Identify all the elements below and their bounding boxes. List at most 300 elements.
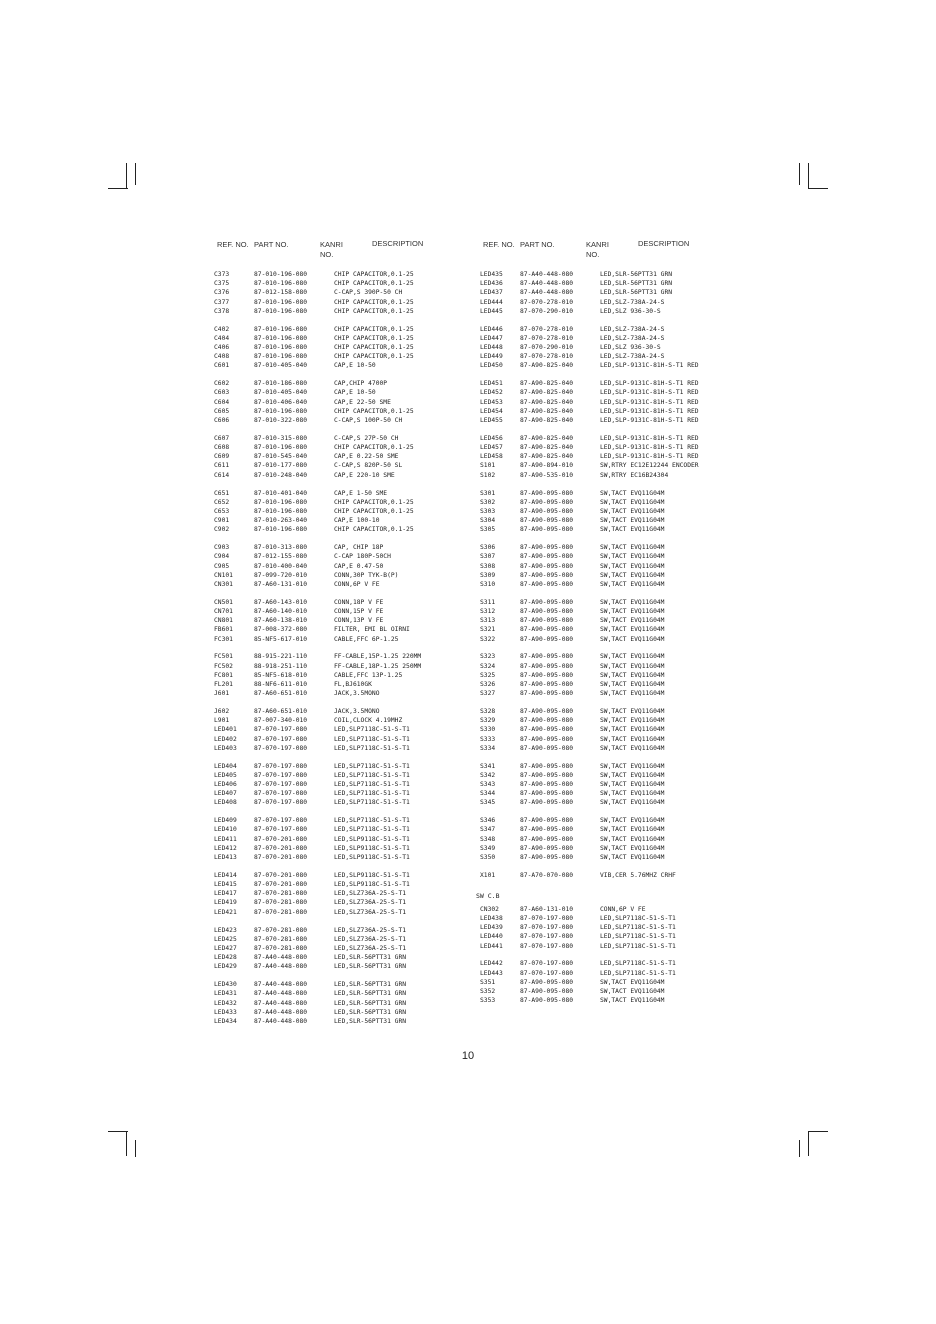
description-cell: LED,SLP-9131C-81H-S-T1 RED (600, 417, 699, 424)
table-row (214, 352, 464, 361)
table-row (480, 969, 730, 978)
description-cell: LED,SLR-56PTT31 GRN (334, 1017, 407, 1025)
ref-no-cell: CN101 (214, 571, 233, 579)
part-no-cell: 87-A60-140-010 (254, 607, 308, 615)
table-row (214, 598, 464, 607)
ref-no-cell: C378 (214, 307, 230, 315)
description-cell: FF-CABLE,18P-1.25 250MM (334, 662, 422, 670)
part-no-cell: 87-A90-095-080 (520, 526, 574, 534)
section-title: SW C.B (476, 891, 500, 900)
header-description: DESCRIPTION (638, 239, 690, 248)
ref-no-cell: FC301 (214, 635, 233, 643)
ref-no-cell: C377 (214, 298, 230, 306)
ref-no-cell: C605 (214, 407, 230, 415)
description-cell: LED,SLP9118C-51-S-T1 (334, 881, 410, 889)
description-cell: LED,SLP7118C-51-S-T1 (334, 726, 410, 734)
table-row (480, 379, 730, 388)
description-cell: SW,TACT EVQ11G04M (600, 626, 665, 634)
description-cell: LED,SLP7118C-51-S-T1 (600, 969, 676, 977)
table-row (480, 798, 730, 807)
ref-no-cell: CN801 (214, 617, 233, 625)
part-no-cell: 87-010-196-080 (254, 498, 308, 506)
table-row (480, 552, 730, 561)
ref-no-cell: S345 (480, 799, 496, 807)
description-cell: LED,SLZ 936-30-S (600, 307, 661, 315)
part-no-cell: 87-008-372-080 (254, 626, 308, 634)
table-row (480, 689, 730, 698)
description-cell: LED,SLZ-738A-24-S (600, 334, 665, 342)
part-no-cell: 87-A60-138-010 (254, 617, 308, 625)
ref-no-cell: C905 (214, 562, 230, 570)
ref-no-cell: S321 (480, 626, 496, 634)
table-row (480, 434, 730, 443)
table-row (214, 871, 464, 880)
description-cell: CHIP CAPACITOR,0.1-25 (334, 334, 414, 342)
ref-no-cell: LED415 (214, 881, 237, 889)
table-row (480, 978, 730, 987)
ref-no-cell: S325 (480, 671, 496, 679)
ref-no-cell: S323 (480, 653, 496, 661)
table-row (480, 334, 730, 343)
table-row (214, 825, 464, 834)
ref-no-cell: CN501 (214, 598, 233, 606)
ref-no-cell: LED439 (480, 924, 503, 932)
table-row (214, 689, 464, 698)
ref-no-cell: LED429 (214, 963, 237, 971)
ref-no-cell: C611 (214, 462, 230, 470)
ref-no-cell: CN701 (214, 607, 233, 615)
parts-table-body (480, 905, 730, 1006)
ref-no-cell: LED434 (214, 1017, 237, 1025)
description-cell: LED,SLP7118C-51-S-T1 (334, 735, 410, 743)
part-no-cell: 87-010-196-080 (254, 407, 308, 415)
description-cell: SW,TACT EVQ11G04M (600, 571, 665, 579)
table-row (480, 270, 730, 279)
part-no-cell: 87-A90-825-040 (520, 434, 574, 442)
ref-no-cell: LED444 (480, 298, 503, 306)
part-no-cell: 87-010-196-080 (254, 325, 308, 333)
part-no-cell: 87-070-201-080 (254, 881, 308, 889)
table-row (480, 452, 730, 461)
table-row (480, 871, 730, 880)
part-no-cell: 87-A90-095-080 (520, 781, 574, 788)
description-cell: CAP,E 22-50 SME (334, 398, 391, 406)
description-cell: SW,TACT EVQ11G04M (600, 854, 665, 861)
description-cell: SW,TACT EVQ11G04M (600, 844, 665, 852)
description-cell: LED,SLZ736A-25-S-T1 (334, 890, 407, 898)
description-cell: C-CAP,S 820P-50 SL (334, 462, 403, 470)
ref-no-cell: L901 (214, 717, 230, 725)
ref-no-cell: LED423 (214, 926, 237, 934)
description-cell: SW,TACT EVQ11G04M (600, 680, 665, 688)
ref-no-cell: LED452 (480, 389, 503, 397)
description-cell: LED,SLR-56PTT31 GRN (334, 1008, 407, 1016)
ref-no-cell: C606 (214, 417, 230, 424)
description-cell: CHIP CAPACITOR,0.1-25 (334, 298, 414, 306)
part-no-cell: 87-A90-095-080 (520, 978, 574, 986)
description-cell: LED,SLP7118C-51-S-T1 (334, 817, 410, 825)
table-row (480, 996, 730, 1005)
row-group (480, 707, 730, 753)
description-cell: LED,SLR-56PTT31 GRN (334, 954, 407, 962)
table-row (214, 735, 464, 744)
table-row (480, 942, 730, 951)
ref-no-cell: FL201 (214, 680, 233, 688)
part-no-cell: 87-099-720-010 (254, 571, 308, 579)
table-row (480, 443, 730, 452)
description-cell: LED,SLP-9131C-81H-S-T1 RED (600, 444, 699, 452)
description-cell: CONN,13P V FE (334, 617, 384, 625)
table-row (480, 835, 730, 844)
part-no-cell: 87-010-196-080 (254, 353, 308, 361)
ref-no-cell: LED425 (214, 935, 237, 943)
table-row (214, 707, 464, 716)
description-cell: LED,SLR-56PTT31 GRN (600, 289, 673, 297)
ref-no-cell: S329 (480, 717, 496, 725)
part-no-cell: 87-A60-143-010 (254, 598, 308, 606)
part-no-cell: 87-010-248-040 (254, 471, 308, 479)
ref-no-cell: S333 (480, 735, 496, 743)
ref-no-cell: LED449 (480, 353, 503, 361)
part-no-cell: 87-A90-095-080 (520, 507, 574, 515)
ref-no-cell: C607 (214, 434, 230, 442)
ref-no-cell: S310 (480, 580, 496, 588)
ref-no-cell: C903 (214, 544, 230, 552)
part-no-cell: 87-A90-095-080 (520, 790, 574, 798)
part-no-cell: 87-A90-825-040 (520, 417, 574, 424)
table-row (214, 853, 464, 862)
part-no-cell: 87-070-290-010 (520, 344, 574, 351)
description-cell: CHIP CAPACITOR,0.1-25 (334, 407, 414, 415)
ref-no-cell: S102 (480, 471, 496, 479)
table-row (214, 816, 464, 825)
description-cell: LED,SLP-9131C-81H-S-T1 RED (600, 398, 699, 406)
description-cell: LED,SLZ736A-25-S-T1 (334, 944, 407, 952)
description-cell: LED,SLR-56PTT31 GRN (334, 999, 407, 1007)
table-row (214, 334, 464, 343)
part-no-cell: 87-070-290-010 (520, 307, 574, 315)
ref-no-cell: LED454 (480, 407, 503, 415)
part-no-cell: 87-A90-095-080 (520, 517, 574, 525)
ref-no-cell: FC501 (214, 653, 233, 661)
part-no-cell: 87-A90-095-080 (520, 987, 574, 995)
ref-no-cell: LED410 (214, 826, 237, 834)
ref-no-cell: CN302 (480, 905, 499, 913)
ref-no-cell: LED436 (480, 280, 503, 288)
ref-no-cell: X101 (480, 871, 496, 879)
table-row (480, 325, 730, 334)
ref-no-cell: C651 (214, 489, 230, 497)
table-row (480, 580, 730, 589)
part-no-cell: 87-A90-095-080 (520, 799, 574, 807)
table-row (214, 999, 464, 1008)
part-no-cell: 87-A40-448-080 (254, 1008, 308, 1016)
table-row (214, 944, 464, 953)
row-group (214, 707, 464, 753)
part-no-cell: 87-A40-448-080 (254, 1017, 308, 1025)
description-cell: LED,SLP7118C-51-S-T1 (600, 942, 676, 950)
description-cell: CHIP CAPACITOR,0.1-25 (334, 280, 414, 288)
part-no-cell: 87-070-197-080 (520, 933, 574, 941)
table-row (480, 932, 730, 941)
description-cell: SW,TACT EVQ11G04M (600, 507, 665, 515)
table-row (480, 725, 730, 734)
ref-no-cell: S301 (480, 489, 496, 497)
description-cell: CONN,30P TYK-B(P) (334, 571, 399, 579)
table-row (214, 771, 464, 780)
part-no-cell: 87-A40-448-080 (254, 999, 308, 1007)
table-row (480, 780, 730, 789)
description-cell: LED,SLP-9131C-81H-S-T1 RED (600, 362, 699, 370)
ref-no-cell: LED408 (214, 799, 237, 807)
ref-no-cell: LED428 (214, 954, 237, 962)
ref-no-cell: LED446 (480, 325, 503, 333)
description-cell: SW,TACT EVQ11G04M (600, 726, 665, 734)
description-cell: CAP,E 10-50 (334, 362, 376, 370)
description-cell: FF-CABLE,15P-1.25 220MM (334, 653, 422, 661)
part-no-cell: 87-010-196-080 (254, 334, 308, 342)
part-no-cell: 87-010-322-080 (254, 417, 308, 424)
table-row (214, 498, 464, 507)
part-no-cell: 87-070-197-080 (520, 969, 574, 977)
part-no-cell: 87-070-278-010 (520, 334, 574, 342)
table-row (214, 452, 464, 461)
part-no-cell: 87-010-196-080 (254, 280, 308, 288)
parts-table-body (480, 270, 730, 880)
description-cell: SW,TACT EVQ11G04M (600, 717, 665, 725)
ref-no-cell: C604 (214, 398, 230, 406)
ref-no-cell: LED413 (214, 854, 237, 861)
description-cell: LED,SLZ-738A-24-S (600, 298, 665, 306)
table-row (480, 607, 730, 616)
part-no-cell: 87-070-197-080 (254, 826, 308, 834)
ref-no-cell: C609 (214, 453, 230, 461)
ref-no-cell: S322 (480, 635, 496, 643)
description-cell: SW,TACT EVQ11G04M (600, 817, 665, 825)
table-row (214, 307, 464, 316)
part-no-cell: 87-A90-894-010 (520, 462, 574, 470)
part-no-cell: 87-A90-825-040 (520, 380, 574, 388)
table-row (214, 379, 464, 388)
part-no-cell: 87-010-405-040 (254, 362, 308, 370)
table-row (480, 923, 730, 932)
ref-no-cell: FC502 (214, 662, 233, 670)
part-no-cell: 87-012-155-080 (254, 553, 308, 561)
description-cell: CAP,E 0.47-50 (334, 562, 384, 570)
part-no-cell: 85-NF5-617-010 (254, 635, 308, 643)
part-no-cell: 87-070-197-080 (254, 735, 308, 743)
ref-no-cell: S309 (480, 571, 496, 579)
row-group (480, 816, 730, 862)
description-cell: VIB,CER 5.76MHZ CRHF (600, 871, 676, 879)
ref-no-cell: LED431 (214, 990, 237, 998)
row-group (480, 325, 730, 371)
part-no-cell: 87-A90-095-080 (520, 762, 574, 770)
description-cell: SW,TACT EVQ11G04M (600, 635, 665, 643)
part-no-cell: 87-A90-095-080 (520, 717, 574, 725)
row-group (214, 762, 464, 808)
table-row (214, 279, 464, 288)
part-no-cell: 87-A90-095-080 (520, 997, 574, 1005)
ref-no-cell: FB601 (214, 626, 233, 634)
ref-no-cell: C375 (214, 280, 230, 288)
description-cell: JACK,3.5MONO (334, 708, 380, 715)
ref-no-cell: S304 (480, 517, 496, 525)
part-no-cell: 87-A90-095-080 (520, 708, 574, 715)
ref-no-cell: LED427 (214, 944, 237, 952)
part-no-cell: 87-010-196-080 (254, 271, 308, 278)
table-row (214, 580, 464, 589)
description-cell: LED,SLP7118C-51-S-T1 (334, 826, 410, 834)
ref-no-cell: C601 (214, 362, 230, 370)
ref-no-cell: LED421 (214, 908, 237, 916)
part-no-cell: 87-A90-825-040 (520, 362, 574, 370)
table-row (480, 987, 730, 996)
ref-no-cell: S344 (480, 790, 496, 798)
description-cell: LED,SLZ736A-25-S-T1 (334, 935, 407, 943)
table-row (214, 562, 464, 571)
description-cell: LED,SLR-56PTT31 GRN (600, 271, 673, 278)
table-row (480, 543, 730, 552)
part-no-cell: 87-A90-095-080 (520, 607, 574, 615)
description-cell: SW,TACT EVQ11G04M (600, 598, 665, 606)
table-row (214, 716, 464, 725)
ref-no-cell: S352 (480, 987, 496, 995)
description-cell: SW,TACT EVQ11G04M (600, 781, 665, 788)
part-no-cell: 87-A90-095-080 (520, 562, 574, 570)
description-cell: CAP,E 100-10 (334, 517, 380, 525)
description-cell: CAP,E 1-50 SME (334, 489, 388, 497)
ref-no-cell: S303 (480, 507, 496, 515)
ref-no-cell: S334 (480, 744, 496, 752)
table-row (480, 416, 730, 425)
part-no-cell: 87-007-340-010 (254, 717, 308, 725)
part-no-cell: 87-070-197-080 (254, 726, 308, 734)
table-row (214, 908, 464, 917)
table-row (214, 343, 464, 352)
description-cell: CHIP CAPACITOR,0.1-25 (334, 307, 414, 315)
table-row (214, 625, 464, 634)
ref-no-cell: C901 (214, 517, 230, 525)
part-no-cell: 87-070-278-010 (520, 325, 574, 333)
table-row (480, 407, 730, 416)
description-cell: LED,SLP-9131C-81H-S-T1 RED (600, 389, 699, 397)
header-kanri-no: KANRI NO. (586, 240, 609, 259)
part-no-cell: 87-010-315-080 (254, 434, 308, 442)
ref-no-cell: LED411 (214, 835, 237, 843)
description-cell: LED,SLP-9131C-81H-S-T1 RED (600, 380, 699, 388)
ref-no-cell: J601 (214, 690, 230, 698)
table-row (480, 516, 730, 525)
description-cell: C-CAP 180P-50CH (334, 553, 391, 561)
ref-no-cell: C653 (214, 507, 230, 515)
part-no-cell: 87-A90-095-080 (520, 626, 574, 634)
part-no-cell: 87-070-281-080 (254, 899, 308, 907)
ref-no-cell: FC801 (214, 671, 233, 679)
part-no-cell: 87-A40-448-080 (520, 289, 574, 297)
part-no-cell: 87-010-406-040 (254, 398, 308, 406)
row-group (214, 980, 464, 1026)
part-no-cell: 87-A90-095-080 (520, 580, 574, 588)
description-cell: C-CAP,S 390P-50 CH (334, 289, 403, 297)
table-row (214, 680, 464, 689)
description-cell: SW,TACT EVQ11G04M (600, 762, 665, 770)
description-cell: LED,SLZ736A-25-S-T1 (334, 908, 407, 916)
ref-no-cell: C904 (214, 553, 230, 561)
ref-no-cell: S343 (480, 781, 496, 788)
table-row (214, 616, 464, 625)
ref-no-cell: LED417 (214, 890, 237, 898)
ref-no-cell: LED412 (214, 844, 237, 852)
ref-no-cell: LED440 (480, 933, 503, 941)
ref-no-cell: S306 (480, 544, 496, 552)
description-cell: SW,TACT EVQ11G04M (600, 978, 665, 986)
ref-no-cell: LED442 (480, 960, 503, 968)
description-cell: SW,TACT EVQ11G04M (600, 735, 665, 743)
part-no-cell: 87-A90-825-040 (520, 407, 574, 415)
table-row (214, 898, 464, 907)
ref-no-cell: C373 (214, 271, 230, 278)
header-part-no: PART NO. (520, 240, 555, 249)
part-no-cell: 87-A60-131-010 (520, 905, 574, 913)
description-cell: JACK,3.5MONO (334, 690, 380, 698)
description-cell: SW,TACT EVQ11G04M (600, 799, 665, 807)
ref-no-cell: S305 (480, 526, 496, 534)
part-no-cell: 87-A90-095-080 (520, 735, 574, 743)
description-cell: SW,TACT EVQ11G04M (600, 562, 665, 570)
table-row (214, 652, 464, 661)
part-no-cell: 87-070-197-080 (520, 942, 574, 950)
description-cell: LED,SLR-56PTT31 GRN (334, 990, 407, 998)
description-cell: LED,SLP9118C-51-S-T1 (334, 844, 410, 852)
part-no-cell: 87-070-281-080 (254, 944, 308, 952)
part-no-cell: 87-A90-825-040 (520, 389, 574, 397)
table-row (480, 635, 730, 644)
ref-no-cell: S348 (480, 835, 496, 843)
table-row (214, 671, 464, 680)
description-cell: SW,TACT EVQ11G04M (600, 744, 665, 752)
parts-table-body (214, 270, 464, 1026)
description-cell: SW,TACT EVQ11G04M (600, 708, 665, 715)
part-no-cell: 87-010-313-080 (254, 544, 308, 552)
row-group (214, 543, 464, 589)
ref-no-cell: LED407 (214, 790, 237, 798)
table-row (480, 625, 730, 634)
ref-no-cell: C902 (214, 526, 230, 534)
row-group (214, 652, 464, 698)
ref-no-cell: LED441 (480, 942, 503, 950)
part-no-cell: 87-A90-535-010 (520, 471, 574, 479)
part-no-cell: 87-070-201-080 (254, 854, 308, 861)
ref-no-cell: LED453 (480, 398, 503, 406)
description-cell: SW,TACT EVQ11G04M (600, 771, 665, 779)
table-row (214, 635, 464, 644)
description-cell: CAP,E 0.22-50 SME (334, 453, 399, 461)
part-no-cell: 87-070-197-080 (254, 799, 308, 807)
table-row (214, 835, 464, 844)
ref-no-cell: LED401 (214, 726, 237, 734)
table-row (214, 989, 464, 998)
row-group (480, 270, 730, 316)
part-no-cell: 87-070-281-080 (254, 926, 308, 934)
ref-no-cell: LED409 (214, 817, 237, 825)
description-cell: COIL,CLOCK 4.19MHZ (334, 717, 403, 725)
description-cell: SW,TACT EVQ11G04M (600, 826, 665, 834)
ref-no-cell: S349 (480, 844, 496, 852)
part-no-cell: 87-A40-448-080 (254, 963, 308, 971)
ref-no-cell: LED414 (214, 871, 237, 879)
part-no-cell: 87-A60-131-010 (254, 580, 308, 588)
